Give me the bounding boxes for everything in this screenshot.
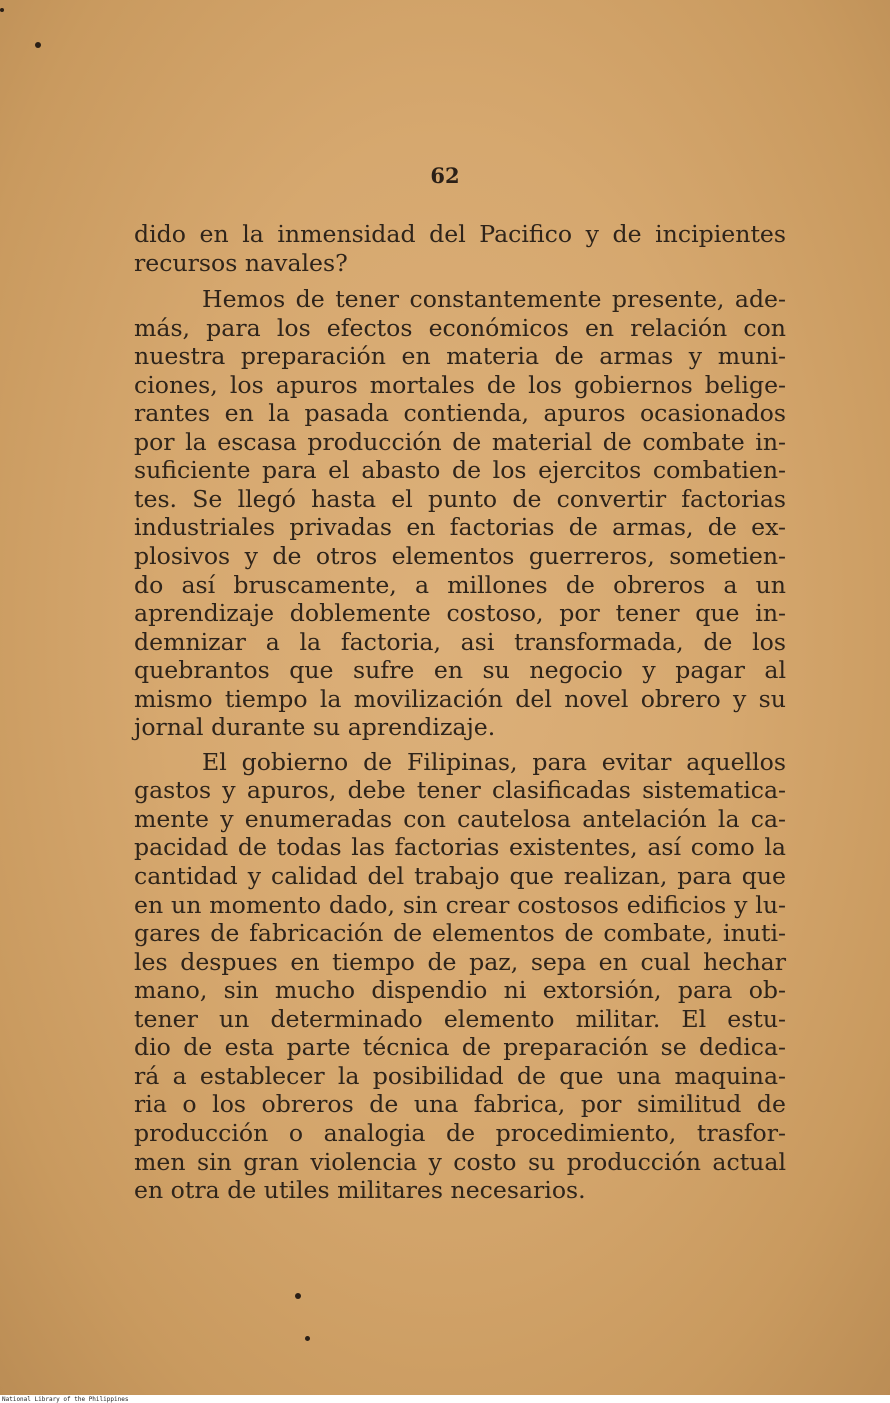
paragraph [134,220,786,277]
text-line: recursos navales? [134,248,348,277]
text-line: mismo tiempo la movilización del novel obrero y su [134,684,786,713]
text-line: en otra de utiles militares necesarios. [134,1176,586,1205]
body-text [134,220,786,1205]
footer-credit: National Library of the Philippines [2,1396,129,1403]
text-line: rá a establecer la posibilidad de que una maquina- [134,1061,786,1090]
text-line: jornal durante su aprendizaje. [134,713,496,742]
paragraph [134,285,786,742]
text-line: dio de esta parte técnica de preparación se dedica- [134,1033,786,1062]
ink-speck [305,1336,310,1341]
text-line: gastos y apuros, debe tener clasificadas sistematica- [134,776,786,805]
text-line: aprendizaje doblemente costoso, por tener que in- [134,599,786,628]
text-line: Hemos de tener constantemente presente, ade- [202,285,786,314]
text-line: producción o analogia de procedimiento, trasfor- [134,1118,786,1147]
text-line: men sin gran violencia y costo su producción actual [134,1147,786,1176]
text-line: gares de fabricación de elementos de combate, inuti- [134,919,786,948]
text-line: suficiente para el abasto de los ejercitos combatien- [134,456,786,485]
text-line: do así bruscamente, a millones de obreros a un [134,570,786,599]
text-line: tener un determinado elemento militar. El estu- [134,1004,786,1033]
text-line: en un momento dado, sin crear costosos edificios y lu- [134,890,786,919]
text-line: quebrantos que sufre en su negocio y pagar al [134,656,786,685]
text-line: pacidad de todas las factorias existentes, así como la [134,833,786,862]
text-line: más, para los efectos económicos en relación con [134,313,786,342]
text-line: por la escasa producción de material de combate in- [134,427,786,456]
text-line: les despues en tiempo de paz, sepa en cual hechar [134,947,786,976]
text-line: nuestra preparación en materia de armas y muni- [134,342,786,371]
page-number: 62 [430,163,460,188]
text-line: mano, sin mucho dispendio ni extorsión, para ob- [134,976,786,1005]
paragraph [134,748,786,1205]
text-line: industriales privadas en factorias de armas, de ex- [134,513,786,542]
ink-speck [35,42,41,48]
text-line: rantes en la pasada contienda, apuros ocasionados [134,399,786,428]
text-line: ciones, los apuros mortales de los gobiernos belige- [134,370,786,399]
text-line: mente y enumeradas con cautelosa antelación la ca- [134,804,786,833]
text-line: tes. Se llegó hasta el punto de convertir factorias [134,484,786,513]
text-line: El gobierno de Filipinas, para evitar aquellos [202,747,786,776]
text-line: plosivos y de otros elementos guerreros, sometien- [134,542,786,571]
text-line: demnizar a la factoria, asi transformada, de los [134,627,786,656]
text-line: dido en la inmensidad del Pacifico y de incipientes [134,220,786,248]
ink-speck [295,1293,301,1299]
text-line: ria o los obreros de una fabrica, por similitud de [134,1090,786,1119]
ink-speck [0,8,4,12]
footer-bar [0,1395,890,1403]
text-line: cantidad y calidad del trabajo que realizan, para que [134,862,786,891]
